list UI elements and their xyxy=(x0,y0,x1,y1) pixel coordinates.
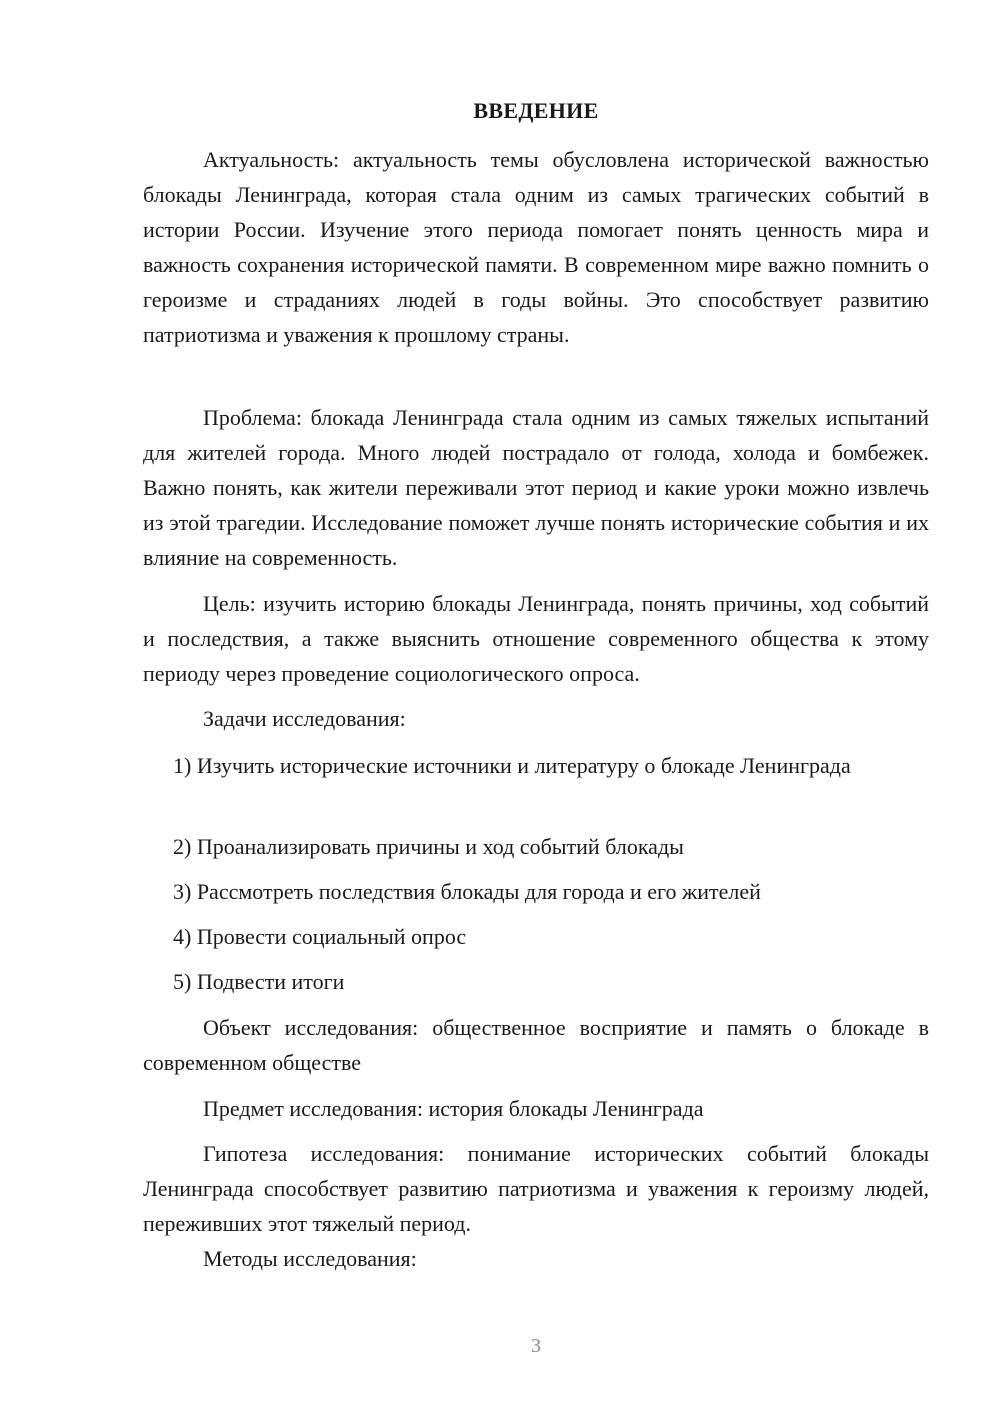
task-item-5: 5) Подвести итоги xyxy=(173,969,345,994)
page-number: 3 xyxy=(531,1335,541,1357)
task-item-3: 3) Рассмотреть последствия блокады для города и его жителей xyxy=(173,879,761,904)
relevance-paragraph: Актуальность: актуальность темы обусловлена исторической важностью блокады Ленинграда, которая стала одним из самых трагических событий в истории России. Изучение этого периода помогает понять ценность мира и важность сохранения исторической памяти. В современном мире важно помнить о героизме и страданиях людей в годы войны. Это способствует развитию патриотизма и уважения к прошлому страны. xyxy=(143,147,929,347)
document-page xyxy=(143,0,929,1414)
section-title: ВВЕДЕНИЕ xyxy=(473,98,599,123)
task-item-2: 2) Проанализировать причины и ход событий блокады xyxy=(173,834,684,859)
subject-paragraph: Предмет исследования: история блокады Ленинграда xyxy=(203,1096,704,1121)
object-paragraph: Объект исследования: общественное восприятие и память о блокаде в современном обществе xyxy=(143,1015,929,1075)
hypothesis-paragraph: Гипотеза исследования: понимание исторических событий блокады Ленинграда способствует развитию патриотизма и уважения к героизму людей, переживших этот тяжелый период. xyxy=(143,1141,929,1236)
goal-paragraph: Цель: изучить историю блокады Ленинграда, понять причины, ход событий и последствия, а также выяснить отношение современного общества к этому периоду через проведение социологического опроса. xyxy=(143,591,929,686)
tasks-heading: Задачи исследования: xyxy=(203,706,406,731)
problem-paragraph: Проблема: блокада Ленинграда стала одним из самых тяжелых испытаний для жителей города. Много людей пострадало от голода, холода и бомбежек. Важно понять, как жители переживали этот период и какие уроки можно извлечь из этой трагедии. Исследование поможет лучше понять исторические события и их влияние на современность. xyxy=(143,405,929,570)
task-item-4: 4) Провести социальный опрос xyxy=(173,924,467,949)
task-item-1: 1) Изучить исторические источники и литературу о блокаде Ленинграда xyxy=(173,753,851,778)
methods-heading: Методы исследования: xyxy=(203,1246,417,1271)
